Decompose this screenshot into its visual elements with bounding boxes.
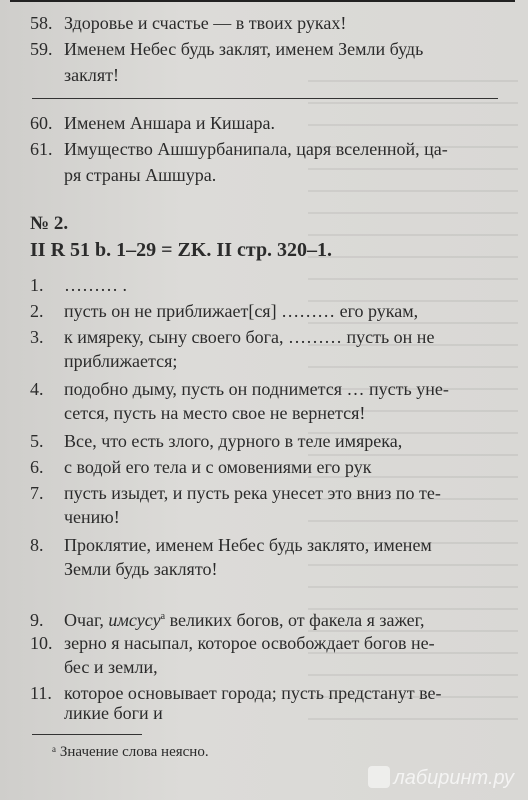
line-5: 5. Все, что есть злого, дурного в теле имярека, (30, 431, 403, 451)
section-number: № 2. (30, 213, 69, 234)
line-4-cont: сется, пусть на место свое не вернется! (64, 403, 366, 423)
line-1: 1. ……… . (30, 275, 127, 295)
footnote: ᵃ Значение слова неясно. (52, 744, 209, 760)
line-61: 61. Имущество Ашшурбанипала, царя вселенной, ца- (30, 139, 448, 159)
line-3-cont: приближается; (64, 351, 178, 371)
footnote-rule (32, 734, 142, 735)
line-2: 2. пусть он не приближает[ся] ……… его рукам, (30, 301, 419, 321)
line-58: 58. Здоровье и счастье — в твоих руках! (30, 13, 347, 33)
line-59-cont: заклят! (64, 65, 119, 85)
line-10-cont: бес и земли, (64, 657, 158, 677)
line-11-cont: ликие боги и (64, 703, 163, 723)
line-9: 9. Очаг, имсусу$^а$ великих богов, от факела я зажег, (30, 610, 425, 630)
line-8-cont: Земли будь заклято! (64, 559, 218, 579)
line-7-cont: чению! (64, 507, 120, 527)
line-11: 11. которое основывает города; пусть предстанут ве- (30, 683, 442, 703)
section-divider (32, 98, 498, 99)
line-7: 7. пусть изыдет, и пусть река унесет это вниз по те- (30, 483, 441, 503)
line-3: 3. к имяреку, сыну своего бога, ……… пусть он не (30, 327, 435, 347)
line-10: 10. зерно я насыпал, которое освобождает богов не- (30, 633, 435, 653)
watermark: лабиринт.ру (368, 766, 514, 790)
line-4: 4. подобно дыму, пусть он поднимется … пусть уне- (30, 379, 449, 399)
line-59: 59. Именем Небес будь заклят, именем Земли будь (30, 39, 424, 59)
top-rule (10, 0, 515, 2)
watermark-logo-icon (368, 766, 390, 788)
line-8: 8. Проклятие, именем Небес будь заклято, именем (30, 535, 432, 555)
source-reference: II R 51 b. 1–29 = ZK. II стр. 320–1. (30, 239, 333, 261)
line-60: 60. Именем Аншара и Кишара. (30, 113, 275, 133)
line-61-cont: ря страны Ашшура. (64, 165, 217, 185)
line-6: 6. с водой его тела и с омовениями его рук (30, 457, 372, 477)
